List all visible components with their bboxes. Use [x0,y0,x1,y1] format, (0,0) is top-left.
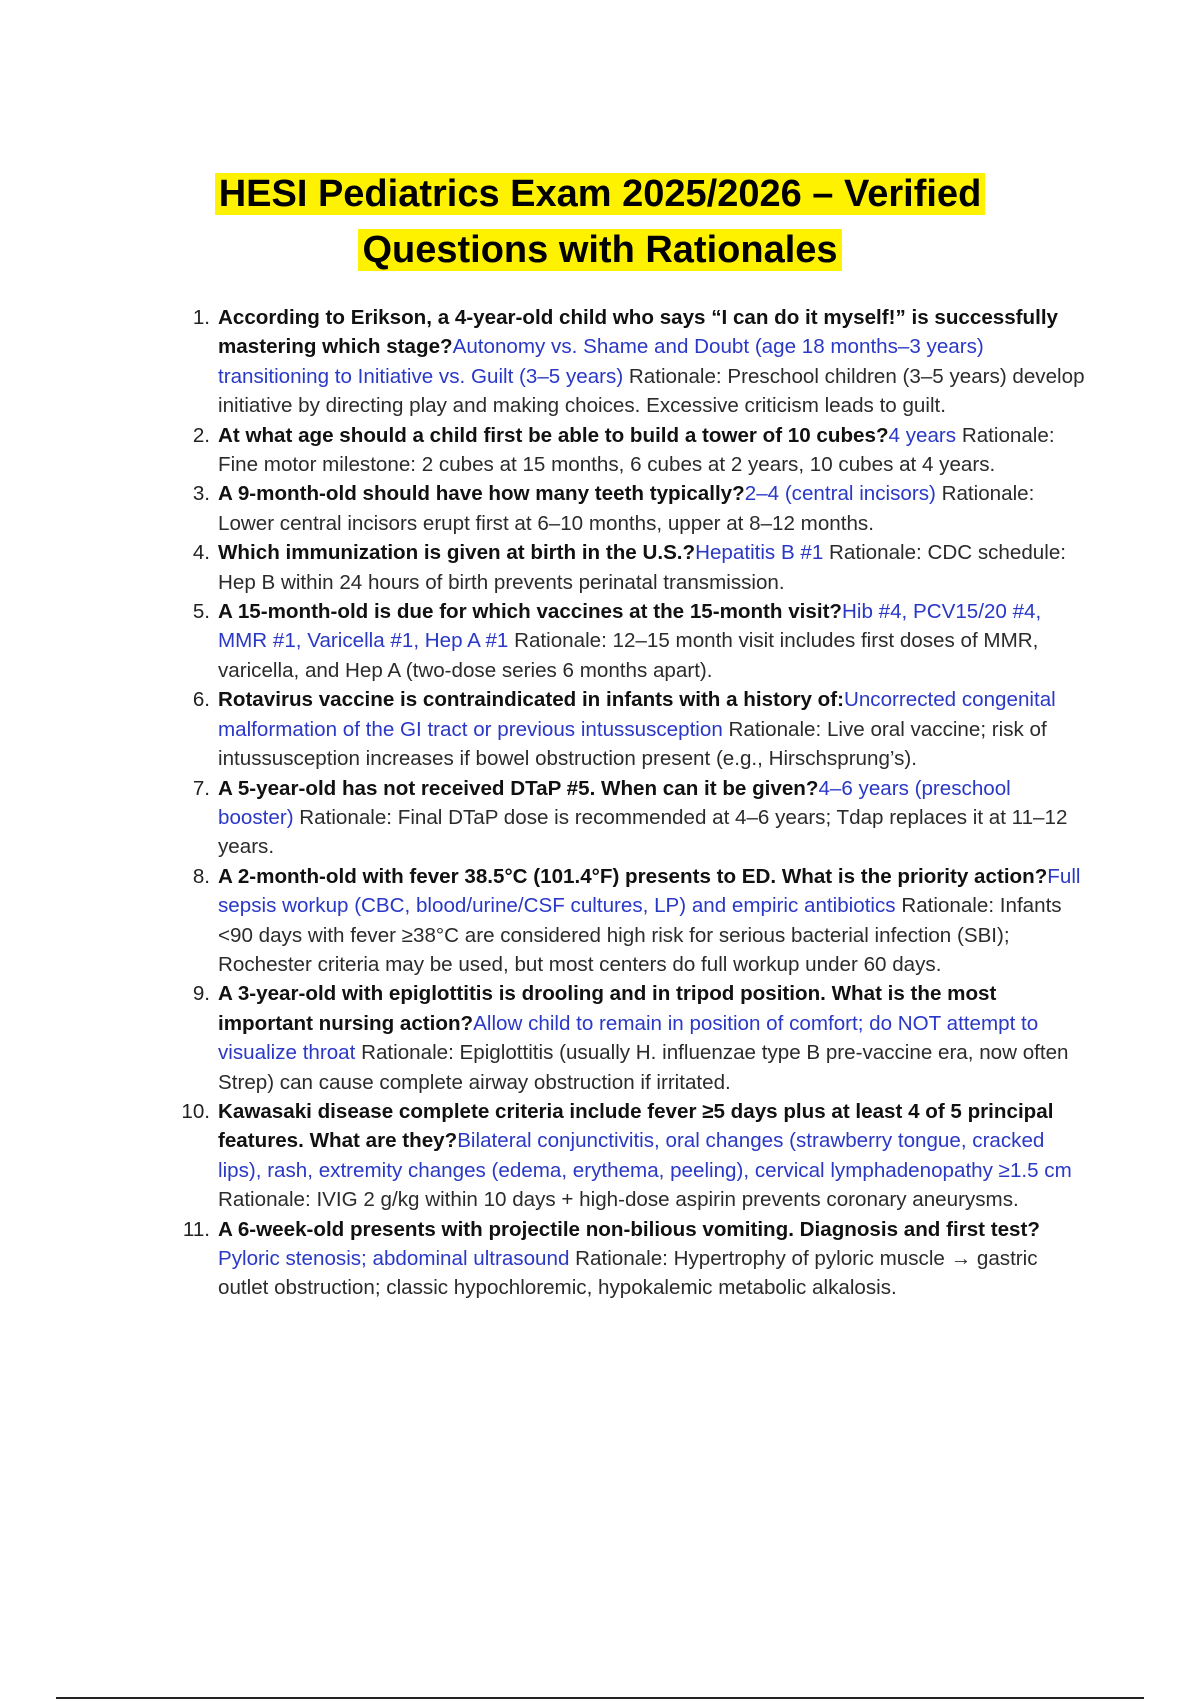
question-text: According to Erikson, a 4-year-old child who says “I can do it myself!” is successfully mastering which stage? [218,306,1059,359]
question-item-2 [192,421,1090,480]
rationale-text: Rationale: Hypertrophy of pyloric muscle → gastric outlet obstruction; classic hypochloremic, hypokalemic metabolic alkalosis. [218,1247,1038,1300]
question-number: 6. [192,688,210,712]
answer-text: Full sepsis workup (CBC, blood/urine/CSF cultures, LP) and empiric antibiotics [218,864,1081,918]
title-line-1: HESI Pediatrics Exam 2025/2026 – Verified [215,173,986,215]
question-item-10 [181,1097,1090,1215]
question-text: A 3-year-old with epiglottitis is drooling and in tripod position. What is the most important nursing action? [218,982,997,1035]
question-number: 10. [181,1099,210,1123]
rationale-text: Rationale: Fine motor milestone: 2 cubes at 15 months, 6 cubes at 2 years, 10 cubes at 4 years. [218,423,1055,477]
bottom-divider [56,1697,1144,1699]
question-text: At what age should a child first be able to build a tower of 10 cubes? [218,423,889,447]
question-text: A 5-year-old has not received DTaP #5. When can it be given? [218,776,819,800]
question-text: Which immunization is given at birth in the U.S.? [218,541,696,565]
question-text: A 6-week-old presents with projectile non-bilious vomiting. Diagnosis and first test? [218,1217,1040,1241]
question-text: Kawasaki disease complete criteria include fever ≥5 days plus at least 4 of 5 principal features. What are they? [218,1099,1054,1153]
question-number: 8. [192,864,210,888]
answer-text: Bilateral conjunctivitis, oral changes (strawberry tongue, cracked lips), rash, extremity changes (edema, erythema, peeling), cervical lymphadenopathy ≥1.5 cm [218,1129,1072,1182]
question-item-1 [192,303,1090,421]
answer-text: Hib #4, PCV15/20 #4, MMR #1, Varicella #1, Hep A #1 [218,600,1042,653]
question-list [181,303,1090,1303]
question-item-5 [192,597,1090,685]
answer-text: Allow child to remain in position of comfort; do NOT attempt to visualize throat [218,1011,1039,1065]
answer-text: 4–6 years (preschool booster) [218,776,1011,829]
question-number: 2. [192,423,210,447]
question-item-3 [192,479,1090,538]
question-item-8 [192,862,1090,980]
rationale-text: Rationale: Preschool children (3–5 years) develop initiative by directing play and making choices. Excessive criticism leads to guilt. [218,364,1085,418]
rationale-text: Rationale: Epiglottitis (usually H. influenzae type B pre-vaccine era, now often Strep) can cause complete airway obstruction if irritated. [218,1041,1069,1094]
question-number: 3. [192,482,210,506]
title-line-2: Questions with Rationales [358,229,841,271]
question-item-4 [192,538,1090,597]
rationale-text: Rationale: IVIG 2 g/kg within 10 days + high-dose aspirin prevents coronary aneurysms. [218,1188,1019,1212]
question-number: 4. [192,541,210,565]
rationale-text: Rationale: Live oral vaccine; risk of intussusception increases if bowel obstruction present (e.g., Hirschsprung’s). [218,717,1047,771]
question-item-6 [192,685,1090,773]
question-item-7 [192,774,1090,862]
question-text: A 2-month-old with fever 38.5°C (101.4°F) presents to ED. What is the priority action? [218,864,1048,888]
answer-text: Hepatitis B #1 [695,541,824,565]
answer-text: Uncorrected congenital malformation of the GI tract or previous intussusception [218,688,1056,741]
rationale-text: Rationale: Infants <90 days with fever ≥38°C are considered high risk for serious bacterial infection (SBI); Rochester criteria may be used, but most centers do full workup under 60 days. [218,894,1062,976]
question-number: 11. [182,1217,210,1241]
question-text: A 9-month-old should have how many teeth typically? [218,482,745,506]
rationale-text: Rationale: Lower central incisors erupt first at 6–10 months, upper at 8–12 months. [218,482,1035,535]
question-item-9 [192,979,1090,1097]
answer-text: 2–4 (central incisors) [744,482,936,506]
question-text: A 15-month-old is due for which vaccines at the 15-month visit? [218,600,843,624]
question-number: 1. [192,306,210,329]
question-item-11 [182,1215,1090,1303]
rationale-text: Rationale: 12–15 month visit includes first doses of MMR, varicella, and Hep A (two-dose series 6 months apart). [218,629,1039,682]
question-text: Rotavirus vaccine is contraindicated in infants with a history of: [218,688,844,712]
answer-text: 4 years [888,423,957,447]
answer-text: Pyloric stenosis; abdominal ultrasound [218,1247,570,1270]
rationale-text: Rationale: CDC schedule: Hep B within 24 hours of birth prevents perinatal transmission. [218,541,1066,594]
rationale-text: Rationale: Final DTaP dose is recommended at 4–6 years; Tdap replaces it at 11–12 years. [218,805,1068,859]
question-number: 7. [192,776,210,800]
question-number: 9. [192,982,210,1006]
question-number: 5. [192,600,210,624]
answer-text: Autonomy vs. Shame and Doubt (age 18 months–3 years) transitioning to Initiative vs. Guilt (3–5 years) [218,335,984,388]
document-title [0,166,1200,278]
